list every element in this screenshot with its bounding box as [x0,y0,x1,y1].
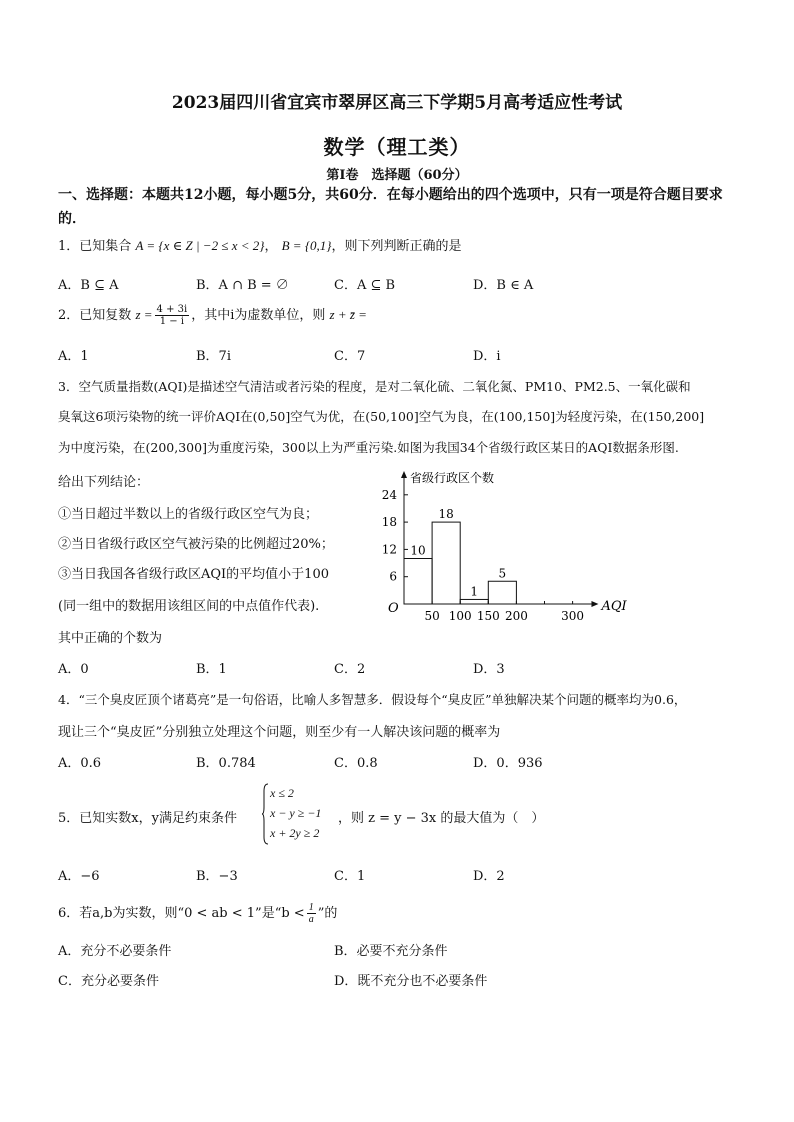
bar [488,581,516,604]
q4-option-a: A．0.6 [58,756,102,771]
chart-bars [404,522,516,604]
y-tick-label: 24 [381,487,397,502]
question-1-set-a: A = {x ∈ Z | −2 ≤ x < 2} [135,238,265,253]
question-3-statement-1: ①当日超过半数以上的省级行政区空气为良； [58,507,319,522]
q6-option-b: B．必要不充分条件 [334,944,448,959]
question-3-intro: 给出下列结论： [58,475,150,490]
q6-option-a: A．充分不必要条件 [58,944,172,959]
left-brace-icon [262,783,268,845]
question-5-text-a: 5．已知实数x，y满足约束条件 [58,811,237,826]
constraint-3: x + 2y ≥ 2 [270,826,320,840]
question-4-line-2: 现让三个“臭皮匠”分别独立处理这个问题，则至少有一人解决该问题的概率为 [58,725,501,740]
chart-axes [401,471,598,607]
y-axis-arrow-icon [401,471,407,478]
chart-labels [382,470,628,623]
question-6-text-a: 6．若a,b为实数，则“0 < ab < 1”是“b < [58,906,305,921]
q2-option-d: D．i [473,349,501,364]
y-tick-label: 18 [381,515,397,530]
y-tick-label: 12 [381,542,397,557]
exam-title: 2023届四川省宜宾市翠屏区高三下学期5月高考适应性考试 [171,93,623,113]
q3-option-b: B．1 [196,662,227,677]
question-3-statement-2: ②当日省级行政区空气被污染的比例超过20%； [58,537,334,552]
bar-data-label: 1 [470,584,479,599]
question-1-text-b: ，则下列判断正确的是 [331,239,462,254]
question-3-line-2: 臭氧这6项污染物的统一评价AQI在(0,50]空气为优，在(50,100]空气为良，在(100,150]为轻度污染，在(150,200] [58,409,705,424]
q5-option-d: D．2 [473,869,505,884]
origin-label: O [388,601,399,616]
question-2 [58,304,367,327]
q1-option-a: A．B ⊆ A [58,278,119,293]
question-2-z: z = [135,307,153,322]
bar-data-label: 10 [410,543,426,558]
question-2-frac-den: 1 − i [159,316,185,327]
x-tick-label: 150 [476,609,500,623]
question-1: 1．已知集合 A = {x ∈ Z | −2 ≤ x < 2}， B = {0,1}，则下列判断正确的是 [58,238,462,254]
constraint-2: x − y ≥ −1 [270,806,322,820]
q3-option-a: A．0 [58,662,89,677]
x-tick-label: 50 [424,609,440,623]
question-5-text-b: ，则 z = y − 3x 的最大值为（ ） [338,811,545,826]
q5-option-b: B．−3 [196,869,238,884]
question-6 [58,902,337,925]
q5-option-c: C．1 [334,869,366,884]
q4-option-d: D．0．936 [473,756,543,771]
q1-option-d: D．B ∈ A [473,278,534,293]
question-3-line-3: 为中度污染，在(200,300]为重度污染，300以上为严重污染.如图为我国34个省级行政区某日的AQI数据条形图. [58,440,679,455]
y-tick-label: 6 [389,569,397,584]
q1-option-c: C．A ⊆ B [334,278,396,293]
q2-option-c: C．7 [334,349,366,364]
section-instructions: 一、选择题：本题共12小题，每小题5分，共60分．在每小题给出的四个选项中，只有一项是符合题目要求的． [58,187,723,227]
question-2-fraction [155,304,190,327]
bar [432,522,460,604]
x-tick-label: 300 [561,609,585,623]
x-tick-label: 200 [504,609,528,623]
question-6-text-b: ”的 [317,906,338,921]
q3-option-d: D．3 [473,662,505,677]
question-1-number: 1． [58,239,80,254]
q4-option-b: B．0.784 [196,756,256,771]
constraint-1: x ≤ 2 [270,786,294,800]
x-tick-label: 100 [448,609,472,623]
chart-title: 省级行政区个数 [410,471,495,485]
q2-option-b: B．7i [196,349,231,364]
question-2-frac-num: 4 + 3i [156,304,188,315]
constraint-rows [270,783,321,843]
question-2-number: 2． [58,308,80,323]
exam-subtitle: 数学（理工类） [323,135,471,159]
bar-data-label: 18 [438,507,454,522]
question-6-fraction [307,902,316,925]
q3-option-c: C．2 [334,662,366,677]
question-6-frac-den: a [308,914,314,925]
q6-option-d: D．既不充分也不必要条件 [334,974,488,989]
question-3-statement-3-note: (同一组中的数据用该组区间的中点值作代表). [58,599,320,614]
question-2-text-b: ，其中i为虚数单位，则 [191,308,326,323]
bar [460,599,488,604]
bar-data-label: 5 [498,566,507,581]
question-3-line-1: 3．空气质量指数(AQI)是描述空气清洁或者污染的程度，是对二氧化硫、二氧化氮、PM10、PM2.5、一氧化碳和 [58,379,691,394]
question-6-frac-num: 1 [308,902,314,913]
x-axis-label: AQI [601,599,627,614]
question-3-ask: 其中正确的个数为 [58,631,163,646]
question-2-expr: z + z̄ = [329,307,367,322]
question-2-text-a: 已知复数 [79,308,132,323]
q1-option-b: B．A ∩ B = ∅ [196,278,289,293]
section-heading: 第I卷 选择题（60分） [326,168,468,183]
q5-option-a: A．−6 [58,869,100,884]
question-1-set-b: B = {0,1} [281,238,332,253]
bar [404,559,432,605]
question-4-line-1: 4．“三个臭皮匠顶个诸葛亮”是一句俗语，比喻人多智慧多．假设每个“臭皮匠”单独解决某个问题的概率均为0.6， [58,692,687,707]
aqi-bar-chart [370,468,627,628]
question-3-statement-3: ③当日我国各省级行政区AQI的平均值小于100 [58,567,329,582]
q2-option-a: A．1 [58,349,89,364]
question-1-text-a: 已知集合 [79,239,132,254]
q4-option-c: C．0.8 [334,756,378,771]
q6-option-c: C．充分必要条件 [58,974,159,989]
x-axis-arrow-icon [591,601,598,607]
